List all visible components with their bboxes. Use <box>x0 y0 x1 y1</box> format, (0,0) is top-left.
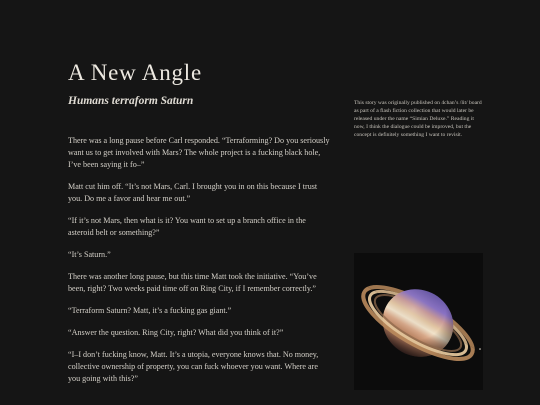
moon-dot <box>479 348 481 350</box>
article-title: A New Angle <box>68 60 203 85</box>
story-paragraph: “I–I don’t fucking know, Matt. It’s a utopia, everyone knows that. No money, collective ownership of property, you can fuck whoever you want. Where are you going with this?” <box>68 350 319 383</box>
story-paragraph: “It’s Saturn.” <box>68 250 111 259</box>
saturn-illustration <box>354 253 483 390</box>
sidenote: This story was originally published on 4chan’s /lit/ board as part of a flash fiction collection that would later be released under the name “Simian Deluxe.” Reading it now, I think the dialogue could be improved, but the concept is definitely something I want to revisit. <box>354 100 482 138</box>
story-paragraph: There was a long pause before Carl responded. “Terraforming? Do you seriously want us to get involved with Mars? The whole project is a fucking black hole, I’ve been saying it fo–” <box>68 136 330 169</box>
story-paragraph: There was another long pause, but this time Matt took the initiative. “You’ve been, right? Two weeks paid time off on Ring City, if I remember correctly.” <box>68 272 317 293</box>
article-subtitle: Humans terraform Saturn <box>68 95 194 107</box>
saturn-image <box>354 253 483 390</box>
story-paragraph: “If it’s not Mars, then what is it? You want to set up a branch office in the asteroid belt or something?” <box>68 216 306 237</box>
story-paragraph: Matt cut him off. “It’s not Mars, Carl. I brought you in on this because I trust you. Do me a favor and hear me out.” <box>68 182 318 203</box>
story-paragraph: “Answer the question. Ring City, right? What did you think of it?” <box>68 328 284 337</box>
story-body <box>68 135 330 395</box>
story-paragraph: “Terraform Saturn? Matt, it’s a fucking gas giant.” <box>68 306 232 315</box>
